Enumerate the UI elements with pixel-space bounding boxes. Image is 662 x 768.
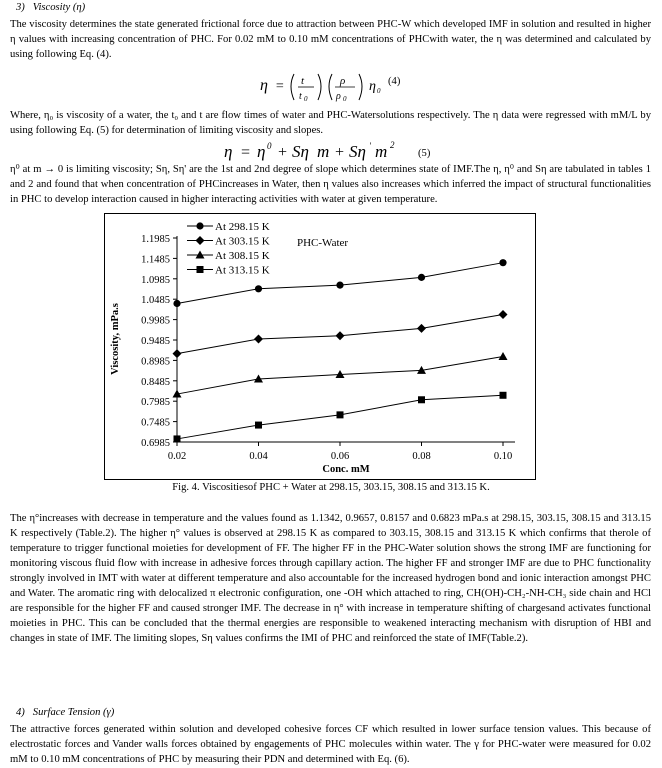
paragraph-viscosity-discussion: The η°increases with decrease in temperature and the values found as 1.1342, 0.9657, 0.8157 and 0.6823 mPa.s at 298.15, 303.15, 308.15 and 313.15 K respectively (Table.2). The higher η° values is observed at 298.15 K as compared to 303.15, 308.15 and 313.15 K which confirms that therole of temperature to trigger functional moieties for development of FF. The higher FF in the PHC-Water solution shows the strong IMF are functioning for monitoring viscous fluid flow with increase in adhesive forces through capillary action. The higher FF and stronger IMF are due to PHC functionality strongly involved in IMT with water at different temperature and also accountable for the increased hydrogen bond and ionic interaction amongst PHC and Water. The aromatic ring with delocalized π electronic configuration, one -OH which attached to ring, CH(OH)-CH₂-NH-CH₃ side chain and HCl are responsible for the higher FF and caused stronger IMF. The decrease in η° with increase in temperature shifting of chargesand activates functional moieties in PHC. This can be concluded that the thermal energies are responsible to weakened interacting mechanism with disruption of HBI and changes in state of IMF. The limiting slopes, Sη values confirms the IMI of PHC and reinforced the state of IMF(Table.2). <box>10 513 651 644</box>
paragraph-surface-tension: The attractive forces generated within solution and developed cohesive forces CF which resulted in lower surface tension values. This because of electrostatic forces and Vander walls forces obtained by engagements of PHC molecules within water. The γ for PHC-water were measured for 0.02 mM to 0.10 mM concentrations of PHC by measuring their PDN and determined with Eq. (6). <box>10 724 651 765</box>
legend-marker <box>196 222 203 229</box>
x-tick-label: 0.08 <box>412 451 431 462</box>
section-title: Viscosity (η) <box>32 2 86 13</box>
viscosity-chart <box>104 213 536 480</box>
series-triangle <box>173 352 508 398</box>
svg-text:=: = <box>275 79 285 94</box>
y-tick-label: 1.1985 <box>141 234 170 245</box>
data-point <box>173 300 180 307</box>
svg-text:Sη: Sη <box>349 142 366 161</box>
section-3-heading <box>16 2 85 13</box>
x-tick-label: 0.10 <box>493 451 513 462</box>
svg-text:+: + <box>277 144 288 161</box>
svg-text:ρ: ρ <box>336 91 341 102</box>
svg-text:m: m <box>375 142 388 161</box>
data-point <box>418 396 425 403</box>
y-tick-label: 1.1485 <box>141 254 170 266</box>
data-point <box>336 282 343 289</box>
data-point <box>255 422 262 429</box>
svg-text:t: t <box>299 91 302 102</box>
svg-text:t: t <box>301 75 305 87</box>
svg-text:Sη: Sη <box>292 142 309 161</box>
y-tick-label: 1.0985 <box>141 274 170 286</box>
svg-text:0: 0 <box>304 95 308 103</box>
equation-5-drawing <box>222 139 422 163</box>
figure-caption: Fig. 4. Viscositiesof PHC + Water at 298.15, 303.15, 308.15 and 313.15 K. <box>172 482 490 493</box>
y-tick-label: 0.6985 <box>141 438 170 449</box>
x-axis-label: Conc. mM <box>322 464 370 475</box>
svg-text:η: η <box>369 79 376 94</box>
svg-text:η: η <box>260 77 268 94</box>
data-point <box>499 352 508 360</box>
x-tick-label: 0.06 <box>330 451 350 462</box>
data-point <box>417 324 426 333</box>
paragraph-viscosity-where: Where, η₀ is viscosity of a water, the t₀ and t are flow times of water and PHC-Watersolutions respectively. The η data were regressed with mM/L by using following Eq. (5) for determination of limiting viscosity and slopes. <box>10 110 651 136</box>
y-tick-label: 0.8985 <box>141 356 170 368</box>
svg-text:': ' <box>369 141 371 151</box>
legend-label: At 308.15 K <box>215 250 270 262</box>
svg-text:ρ: ρ <box>340 75 346 87</box>
data-point <box>499 259 506 266</box>
section-number: 3) <box>16 2 25 13</box>
y-tick-label: 0.7985 <box>141 397 170 409</box>
svg-text:m: m <box>317 142 330 161</box>
legend-label: At 298.15 K <box>215 221 270 233</box>
section-number: 4) <box>16 707 25 718</box>
data-point <box>254 334 263 343</box>
svg-text:+: + <box>334 144 345 161</box>
y-axis-label: Viscosity, mPa.s <box>110 303 121 375</box>
section-4-heading <box>16 707 114 718</box>
svg-text:0: 0 <box>343 95 347 103</box>
x-tick-label: 0.04 <box>249 451 268 462</box>
svg-text:0: 0 <box>267 141 272 151</box>
data-point <box>418 274 425 281</box>
legend-label: At 303.15 K <box>215 235 270 248</box>
x-tick-label: 0.02 <box>167 451 187 462</box>
x-tick-labels <box>168 442 512 462</box>
y-tick-label: 0.8485 <box>141 376 170 388</box>
legend-entry <box>187 236 270 248</box>
svg-text:η: η <box>257 142 266 161</box>
chart-title: PHC-Water <box>297 237 349 249</box>
legend-entry <box>187 265 270 277</box>
legend-marker <box>197 266 204 273</box>
legend-entry <box>187 221 270 233</box>
paragraph-viscosity-limit: η⁰ at m → 0 is limiting viscosity; Sη, Sη' are the 1st and 2nd degree of slope which determines state of IMF.The η, η⁰ and Sη are tabulated in tables 1 and 2 and found that when concentration of PHCincreases in Water, then η values also increases which inferred the impact of structural functionalities in PHC to develop interaction caused in higher interacting activities with water at given temperature. <box>10 164 651 205</box>
svg-text:η: η <box>224 142 233 161</box>
svg-text:0: 0 <box>377 87 381 95</box>
data-point <box>337 411 344 418</box>
series-diamond <box>173 310 508 358</box>
legend-label: At 313.15 K <box>215 264 270 277</box>
chart-legend <box>187 221 270 277</box>
y-tick-label: 0.9485 <box>141 336 170 347</box>
legend-marker <box>196 236 205 245</box>
viscosity-chart-svg <box>105 214 535 479</box>
data-point <box>173 349 182 358</box>
y-tick-label: 1.0485 <box>141 295 170 307</box>
equation-5-label: (5) <box>418 148 431 159</box>
data-point <box>174 435 181 442</box>
chart-series <box>173 259 508 442</box>
equation-4-label: (4) <box>388 76 401 87</box>
equation-4-drawing <box>258 66 428 106</box>
y-tick-label: 0.7485 <box>141 417 170 429</box>
data-point <box>499 310 508 319</box>
y-tick-label: 0.9985 <box>141 315 170 327</box>
data-point <box>500 392 507 399</box>
data-point <box>336 331 345 340</box>
section-title: Surface Tension (γ) <box>32 707 115 718</box>
svg-text:2: 2 <box>390 140 395 150</box>
svg-text:=: = <box>240 144 251 161</box>
data-point <box>255 285 262 292</box>
paragraph-viscosity-intro: The viscosity determines the state generated frictional force due to attraction between PHC-W which developed IMF in solution and resulted in higher η values with increasing concentration of PHC. For 0.02 mM to 0.10 mM concentrations of PHCwith water, the η was determined and calculated by using following Eq. (4). <box>10 19 651 60</box>
series-square <box>174 392 507 443</box>
legend-entry <box>187 250 270 262</box>
equation-4 <box>258 66 428 106</box>
equation-5 <box>222 139 422 163</box>
y-tick-labels <box>141 234 177 449</box>
